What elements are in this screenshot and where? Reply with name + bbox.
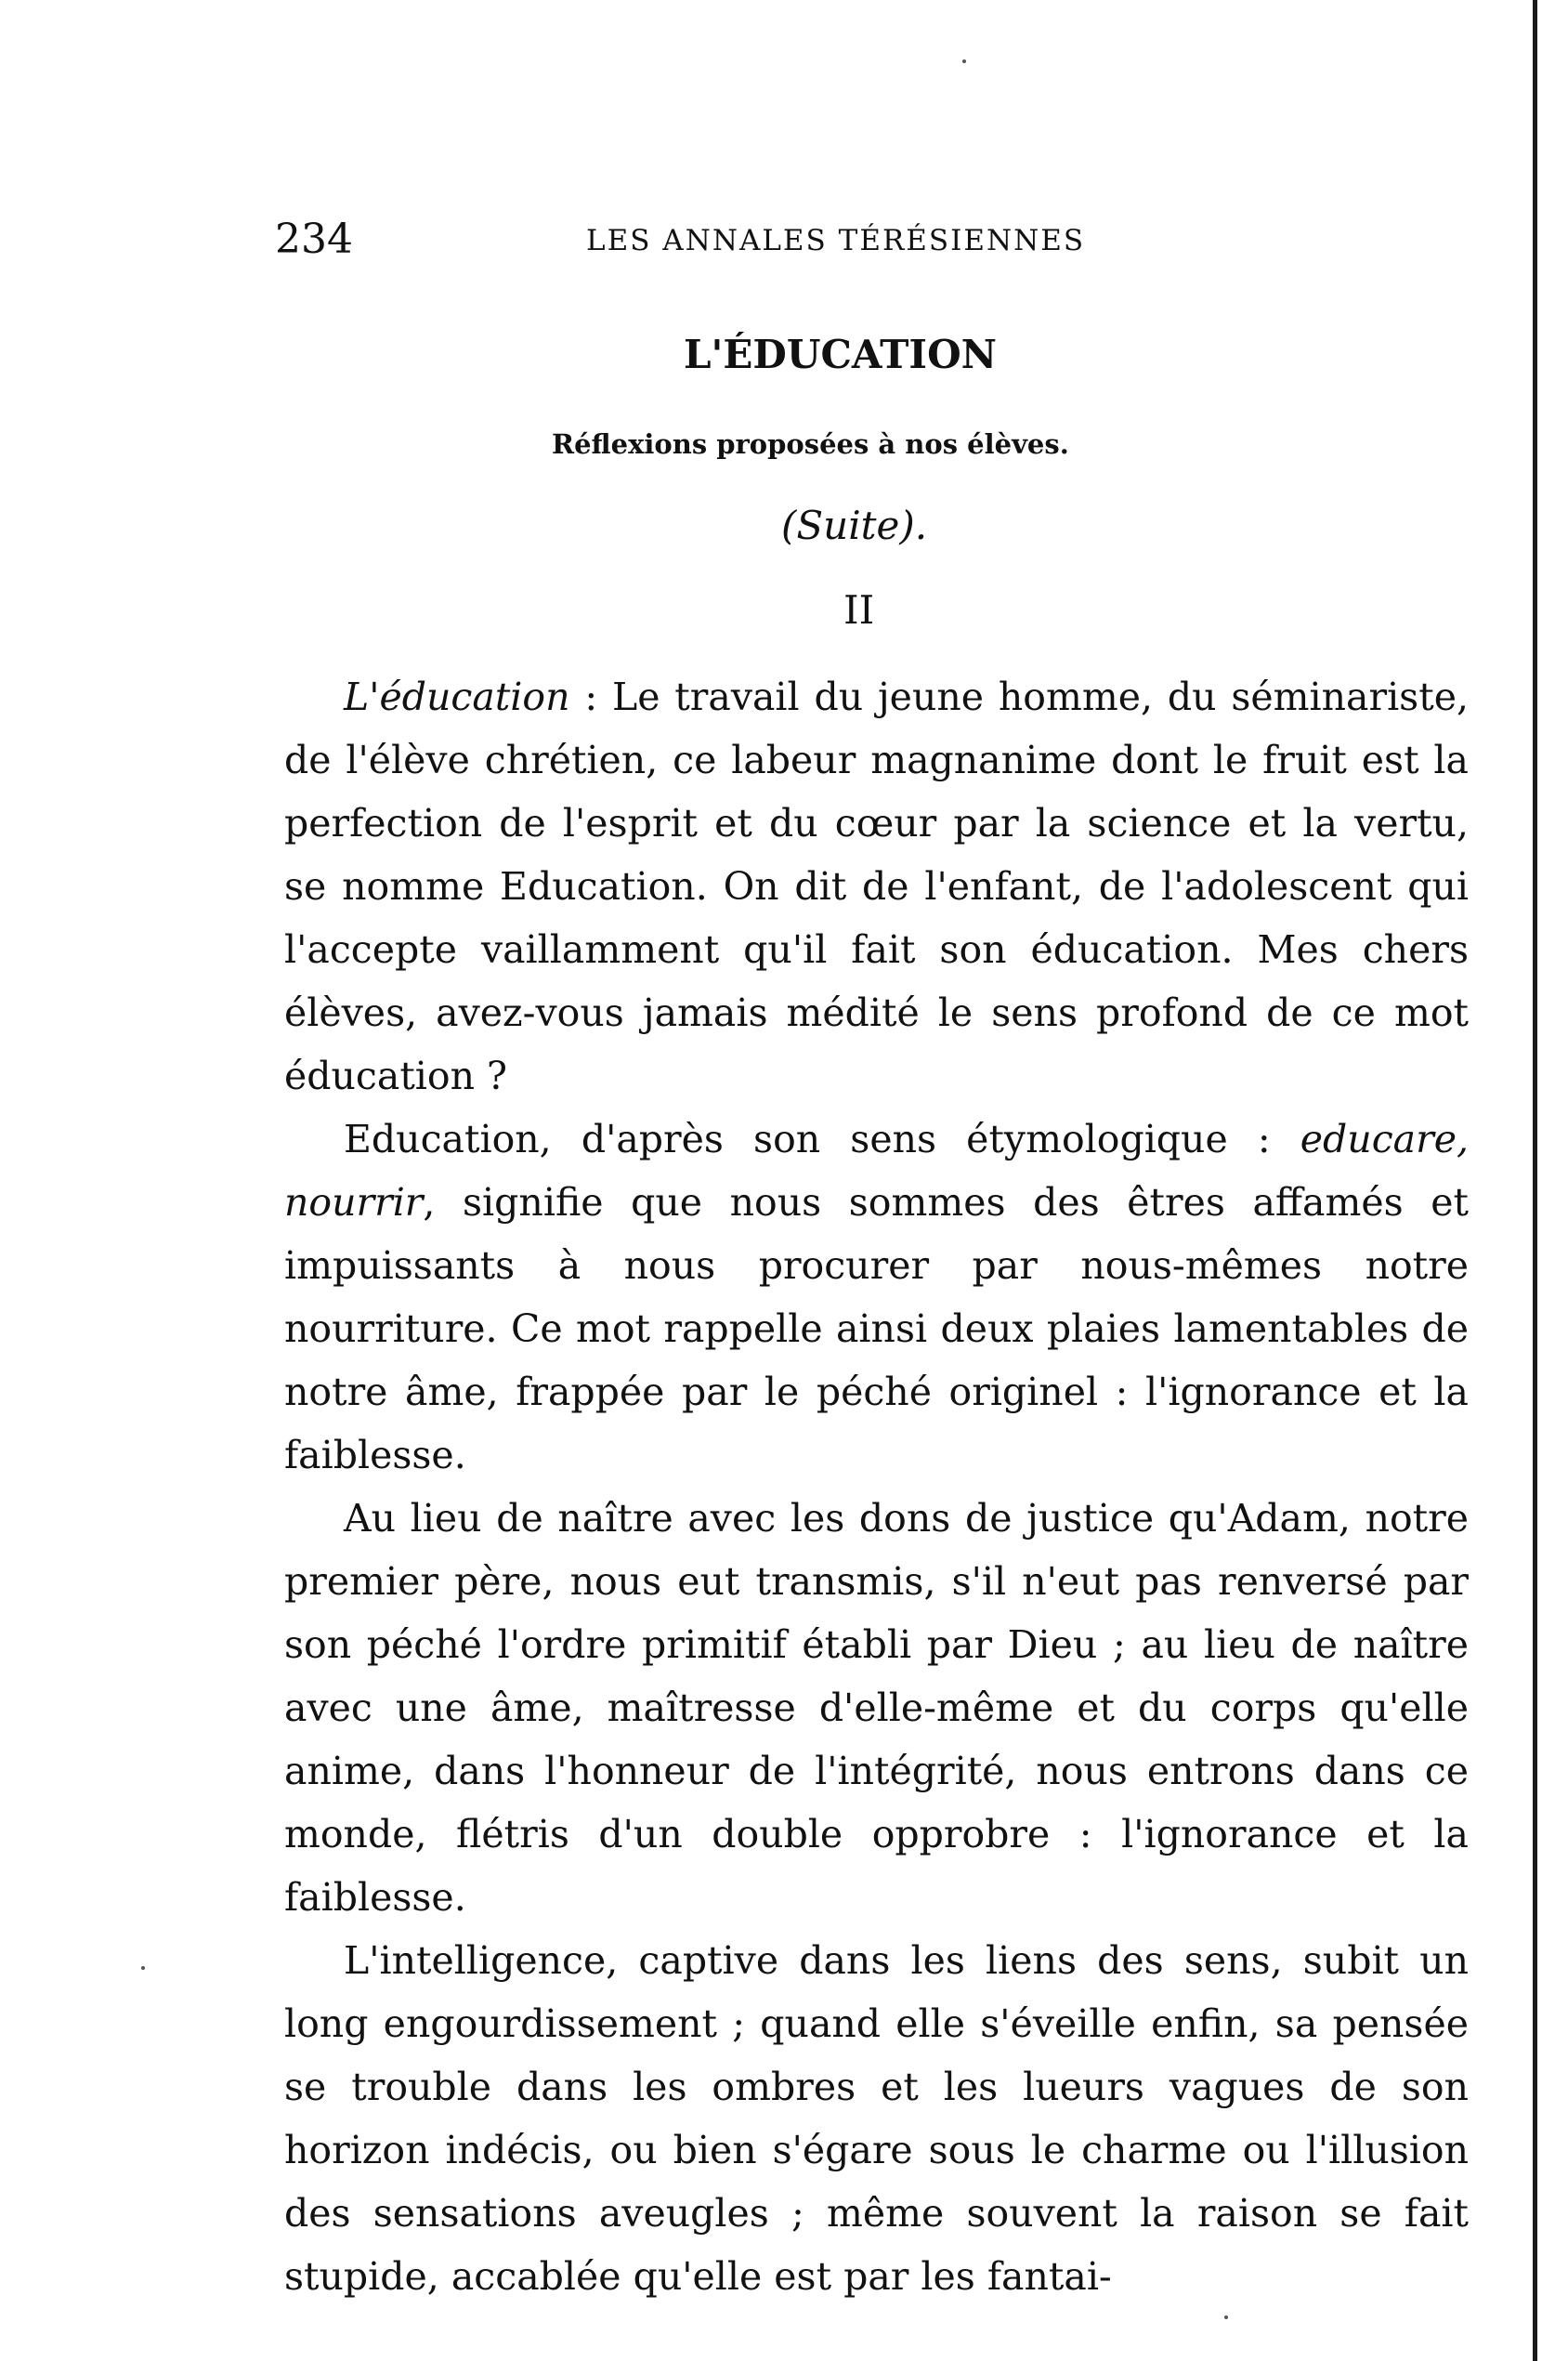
page-number: 234	[275, 216, 353, 263]
continuation-note: (Suite).	[781, 503, 928, 548]
paragraph-1-text: : Le travail du jeune homme, du séminariste, de l'élève chrétien, ce labeur magnanime dont le fruit est la perfection de l'esprit et du cœur par la science et la vertu, se nomme Education. On dit de l'enfant, de l'adolescent qui l'accepte vaillamment qu'il fait son éducation. Mes chers élèves, avez-vous jamais médité le sens profond de ce mot éducation ?	[284, 675, 1469, 1098]
paper-speck	[962, 59, 966, 63]
paragraph-2-text-b: , signifie que nous sommes des êtres affamés et impuissants à nous procurer par nous-mêmes notre nourriture. Ce mot rappelle ainsi deux plaies lamentables de notre âme, frappée par le péché originel : l'ignorance et la faiblesse.	[284, 1180, 1469, 1477]
paragraph-2-latin-term: educare, nourrir	[284, 1117, 1469, 1225]
paper-speck	[1224, 2315, 1228, 2319]
section-number: II	[843, 587, 875, 633]
page-header	[275, 212, 1139, 277]
article-title: L'ÉDUCATION	[684, 332, 998, 377]
paragraph-2-text-a: Education, d'après son sens étymologique :	[344, 1117, 1300, 1161]
running-title: LES ANNALES TÉRÉSIENNES	[586, 224, 1086, 257]
page-edge-rule	[1533, 0, 1537, 2361]
paragraph-1	[284, 665, 1469, 1108]
paragraph-4: L'intelligence, captive dans les liens des sens, subit un long engourdissement ; quand elle s'éveille enfin, sa pensée se trouble dans les ombres et les lueurs vagues de son horizon indécis, ou bien s'égare sous le charme ou l'illusion des sensations aveugles ; même souvent la raison se fait stupide, accablée qu'elle est par les fantai-	[284, 1938, 1469, 2299]
article-body	[284, 665, 1469, 2308]
paragraph-3: Au lieu de naître avec les dons de justice qu'Adam, notre premier père, nous eut transmis, s'il n'eut pas renversé par son péché l'ordre primitif établi par Dieu ; au lieu de naître avec une âme, maîtresse d'elle-même et du corps qu'elle anime, dans l'honneur de l'intégrité, nous entrons dans ce monde, flétris d'un double opprobre : l'ignorance et la faiblesse.	[284, 1496, 1469, 1920]
paragraph-1-lead: L'éducation	[344, 675, 570, 719]
paper-speck	[141, 1966, 145, 1970]
paragraph-2	[284, 1108, 1469, 1487]
article-subtitle: Réflexions proposées à nos élèves.	[552, 428, 1069, 460]
